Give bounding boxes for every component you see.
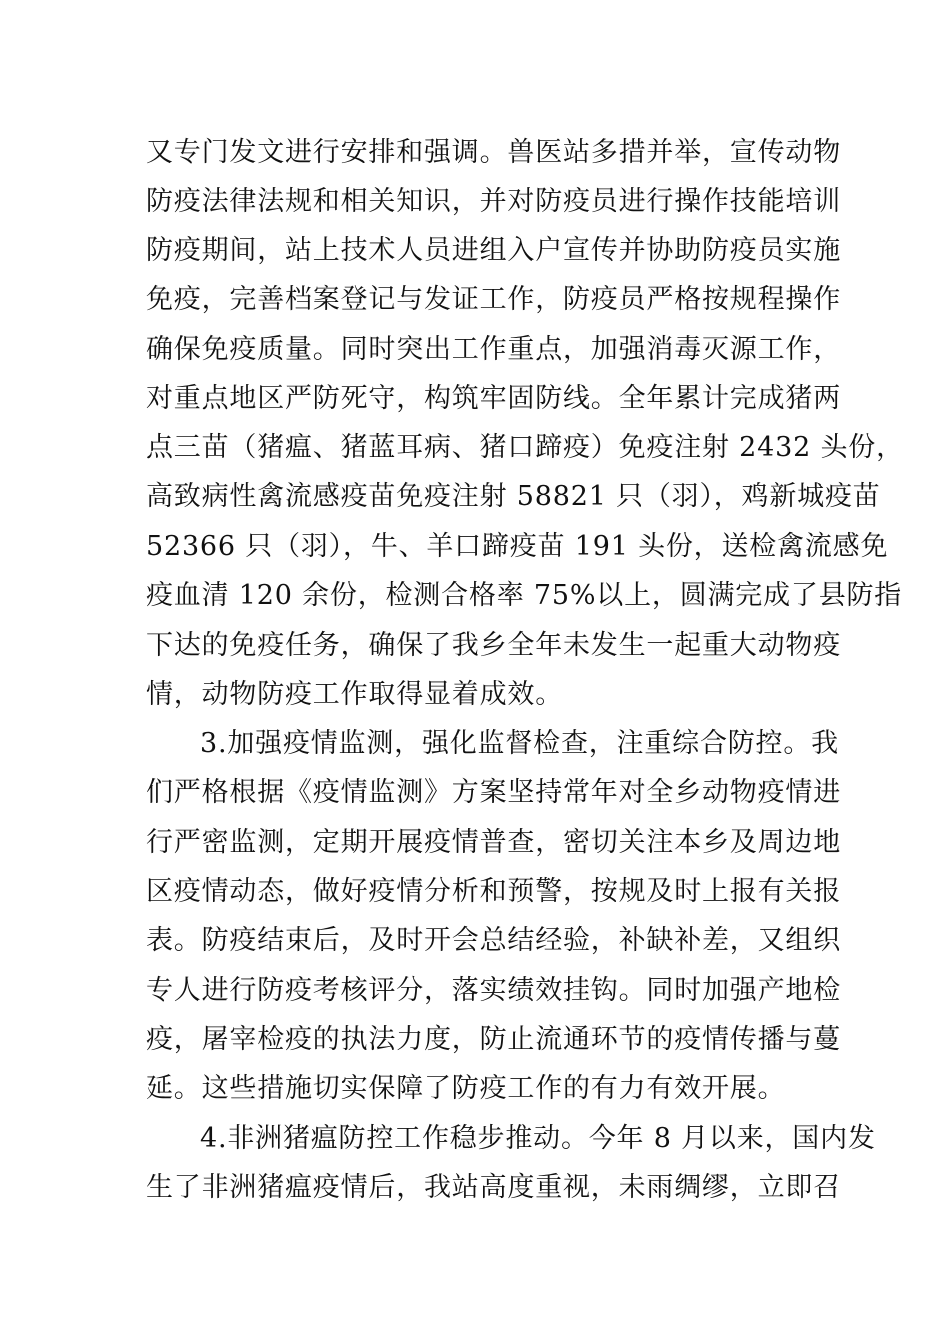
text-line: 行严密监测，定期开展疫情普查，密切关注本乡及周边地 [146,827,841,858]
text-line: 防疫期间，站上技术人员进组入户宣传并协助防疫员实施 [146,235,841,266]
text-line: 高致病性禽流感疫苗免疫注射 58821 只（羽），鸡新城疫苗 [146,481,881,512]
text-line: 们严格根据《疫情监测》方案坚持常年对全乡动物疫情进 [146,777,841,808]
text-line: 52366 只（羽），牛、羊口蹄疫苗 191 头份，送检禽流感免 [146,531,889,562]
text-line: 确保免疫质量。同时突出工作重点，加强消毒灭源工作， [146,334,841,365]
text-line: 疫，屠宰检疫的执法力度，防止流通环节的疫情传播与蔓 [146,1024,841,1055]
text-line: 情，动物防疫工作取得显着成效。 [146,679,563,710]
text-line: 专人进行防疫考核评分，落实绩效挂钩。同时加强产地检 [146,975,841,1006]
text-line: 点三苗（猪瘟、猪蓝耳病、猪口蹄疫）免疫注射 2432 头份， [146,432,904,463]
text-line: 延。这些措施切实保障了防疫工作的有力有效开展。 [146,1073,786,1104]
text-line: 对重点地区严防死守，构筑牢固防线。全年累计完成猪两 [146,383,841,414]
text-line: 区疫情动态，做好疫情分析和预警，按规及时上报有关报 [146,876,841,907]
text-line: 免疫，完善档案登记与发证工作，防疫员严格按规程操作 [146,284,841,315]
text-line: 疫血清 120 余份，检测合格率 75%以上，圆满完成了县防指 [146,580,903,611]
text-line: 防疫法律法规和相关知识，并对防疫员进行操作技能培训 [146,186,841,217]
text-line: 又专门发文进行安排和强调。兽医站多措并举，宣传动物 [146,137,841,168]
text-line: 生了非洲猪瘟疫情后，我站高度重视，未雨绸缪，立即召 [146,1172,841,1203]
text-line: 表。防疫结束后，及时开会总结经验，补缺补差，又组织 [146,925,841,956]
text-line: 4.非洲猪瘟防控工作稳步推动。今年 8 月以来，国内发 [200,1123,876,1154]
text-line: 3.加强疫情监测，强化监督检查，注重综合防控。我 [200,728,839,759]
text-line: 下达的免疫任务，确保了我乡全年未发生一起重大动物疫 [146,630,841,661]
